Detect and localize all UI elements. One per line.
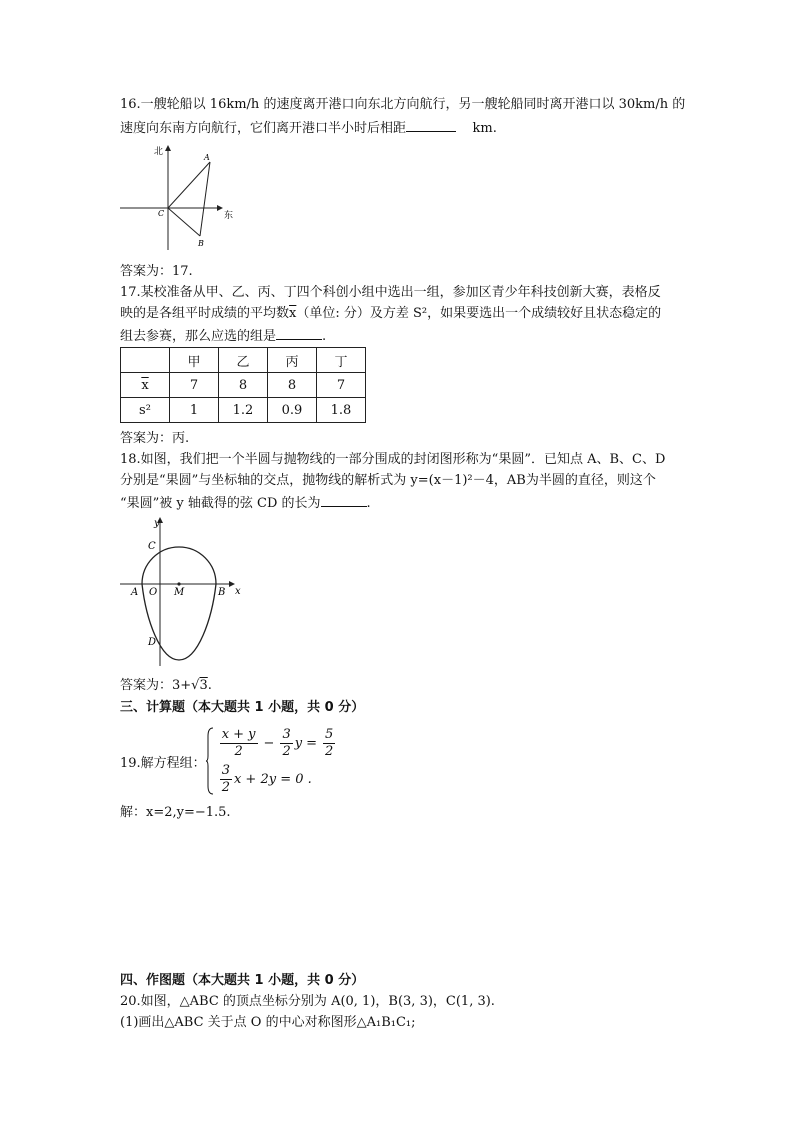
numerator: 3 bbox=[282, 726, 291, 742]
q17-line2 bbox=[120, 304, 661, 324]
fraction bbox=[220, 763, 232, 796]
table-cell: 7 bbox=[170, 373, 219, 398]
q20-line1: 20.如图，△ABC 的顶点坐标分别为 A(0, 1)，B(3, 3)，C(1, 3). bbox=[120, 994, 495, 1009]
table-cell: 8 bbox=[219, 373, 268, 398]
q19-equations bbox=[218, 725, 338, 797]
q16-answer-blank[interactable] bbox=[406, 117, 456, 132]
fraction bbox=[323, 727, 335, 760]
fraction bbox=[220, 727, 258, 760]
equation-1 bbox=[218, 725, 338, 761]
east-label: 东 bbox=[224, 211, 234, 221]
q16-line2 bbox=[120, 117, 497, 139]
table-row bbox=[121, 398, 366, 423]
sqrt-radicand: 3 bbox=[199, 678, 208, 693]
denominator: 2 bbox=[221, 779, 230, 795]
q16-figure bbox=[118, 142, 238, 254]
q16-line1: 16.一艘轮船以 16km/h 的速度离开港口向东北方向航行，另一艘轮船同时离开港口以 30km/h 的 bbox=[120, 97, 686, 112]
q17-answer-blank[interactable] bbox=[276, 325, 322, 340]
variable: y bbox=[294, 735, 303, 751]
table-row bbox=[121, 373, 366, 398]
semicircle bbox=[142, 547, 216, 584]
segment-ca bbox=[168, 162, 210, 208]
table-cell: 丙 bbox=[268, 348, 317, 373]
table-cell: 7 bbox=[317, 373, 366, 398]
denominator: 2 bbox=[324, 743, 334, 759]
point-c-label: C bbox=[158, 209, 165, 218]
q17-line2-text: 映的是各组平时成绩的平均数 bbox=[120, 306, 290, 321]
point-b-label: B bbox=[198, 239, 204, 248]
table-cell bbox=[121, 348, 170, 373]
y-axis-label: y bbox=[154, 518, 160, 529]
q18-line3-text: “果圆”被 y 轴截得的弦 CD 的长为 bbox=[120, 496, 321, 511]
brace-icon bbox=[206, 726, 214, 796]
q17-line3-end: . bbox=[322, 329, 327, 344]
x-axis-label: x bbox=[235, 586, 241, 597]
point-m bbox=[177, 582, 180, 585]
point-b-label: B bbox=[218, 587, 226, 598]
q18-figure bbox=[118, 514, 248, 670]
table-cell: 1.2 bbox=[219, 398, 268, 423]
q19-label: 19.解方程组： bbox=[120, 755, 206, 771]
denominator: 2 bbox=[234, 743, 243, 759]
q16-answer: 答案为：17. bbox=[120, 264, 193, 279]
q20-line2: (1)画出△ABC 关于点 O 的中心对称图形△A₁B₁C₁; bbox=[120, 1015, 416, 1030]
q18-answer-blank[interactable] bbox=[321, 492, 367, 507]
equals-sign: = bbox=[306, 735, 317, 751]
q18-line3-end: . bbox=[366, 496, 371, 511]
q19-solution: 解：x=2,y=−1.5. bbox=[120, 805, 231, 820]
denominator: 2 bbox=[282, 743, 291, 759]
table-cell: 甲 bbox=[170, 348, 219, 373]
q17-answer: 答案为：丙. bbox=[120, 431, 190, 446]
equation-rest: x + 2y = 0 . bbox=[233, 771, 312, 787]
q17-line3 bbox=[120, 325, 326, 347]
section-4-heading: 四、作图题（本大题共 1 小题，共 0 分） bbox=[120, 973, 365, 988]
operator: − bbox=[263, 735, 275, 751]
q17-mean-symbol: $\overline{x}$ bbox=[289, 306, 297, 321]
point-o-label: O bbox=[149, 587, 158, 598]
point-a-label: A bbox=[204, 153, 210, 162]
q18-line2: 分别是“果圆”与坐标轴的交点，抛物线的解析式为 y=(x－1)²－4，AB为半圆的直径，则这个 bbox=[120, 473, 656, 488]
point-d-label: D bbox=[148, 637, 157, 648]
segment-ab bbox=[200, 162, 210, 236]
table-cell: 1.8 bbox=[317, 398, 366, 423]
q19-row bbox=[120, 725, 337, 797]
q18-answer bbox=[120, 676, 212, 696]
q18-answer-end: . bbox=[207, 678, 212, 693]
table-cell: 0.9 bbox=[268, 398, 317, 423]
q19-block bbox=[120, 725, 337, 797]
point-a-label: A bbox=[131, 587, 139, 598]
sqrt-sign: √ bbox=[191, 678, 200, 693]
table-cell: 1 bbox=[170, 398, 219, 423]
q18-answer-text: 答案为：3+ bbox=[120, 678, 192, 693]
numerator: x + y bbox=[221, 726, 256, 742]
segment-cb bbox=[168, 208, 200, 236]
q17-line2-rest: （单位: 分）及方差 S²，如果要选出一个成绩较好且状态稳定的 bbox=[296, 306, 662, 321]
q16-line2-text: 速度向东南方向航行，它们离开港口半小时后相距 bbox=[120, 121, 407, 136]
fraction bbox=[280, 727, 292, 760]
q17-line1: 17.某校准备从甲、乙、丙、丁四个科创小组中选出一组，参加区青少年科技创新大赛，表格反 bbox=[120, 285, 661, 300]
table-row bbox=[121, 348, 366, 373]
north-label: 北 bbox=[154, 147, 164, 157]
q17-line3-text: 组去参赛，那么应选的组是 bbox=[120, 329, 277, 344]
mean-symbol: $\overline{x}$ bbox=[141, 377, 149, 393]
table-cell-mean-label bbox=[121, 373, 170, 398]
equation-2 bbox=[218, 761, 338, 797]
numerator: 3 bbox=[221, 762, 230, 778]
numerator: 5 bbox=[324, 726, 334, 742]
q16-unit: km. bbox=[472, 121, 497, 136]
table-cell: 乙 bbox=[219, 348, 268, 373]
point-m-label: M bbox=[174, 587, 185, 598]
point-c-label: C bbox=[148, 541, 156, 552]
table-cell: 8 bbox=[268, 373, 317, 398]
section-3-heading: 三、计算题（本大题共 1 小题，共 0 分） bbox=[120, 700, 365, 715]
q18-line1: 18.如图，我们把一个半圆与抛物线的一部分围成的封闭图形称为“果圆”．已知点 A、B、C、D bbox=[120, 452, 666, 467]
q18-line3 bbox=[120, 492, 371, 514]
q17-table bbox=[120, 347, 366, 423]
table-cell-variance-label: s² bbox=[121, 398, 170, 423]
table-cell: 丁 bbox=[317, 348, 366, 373]
